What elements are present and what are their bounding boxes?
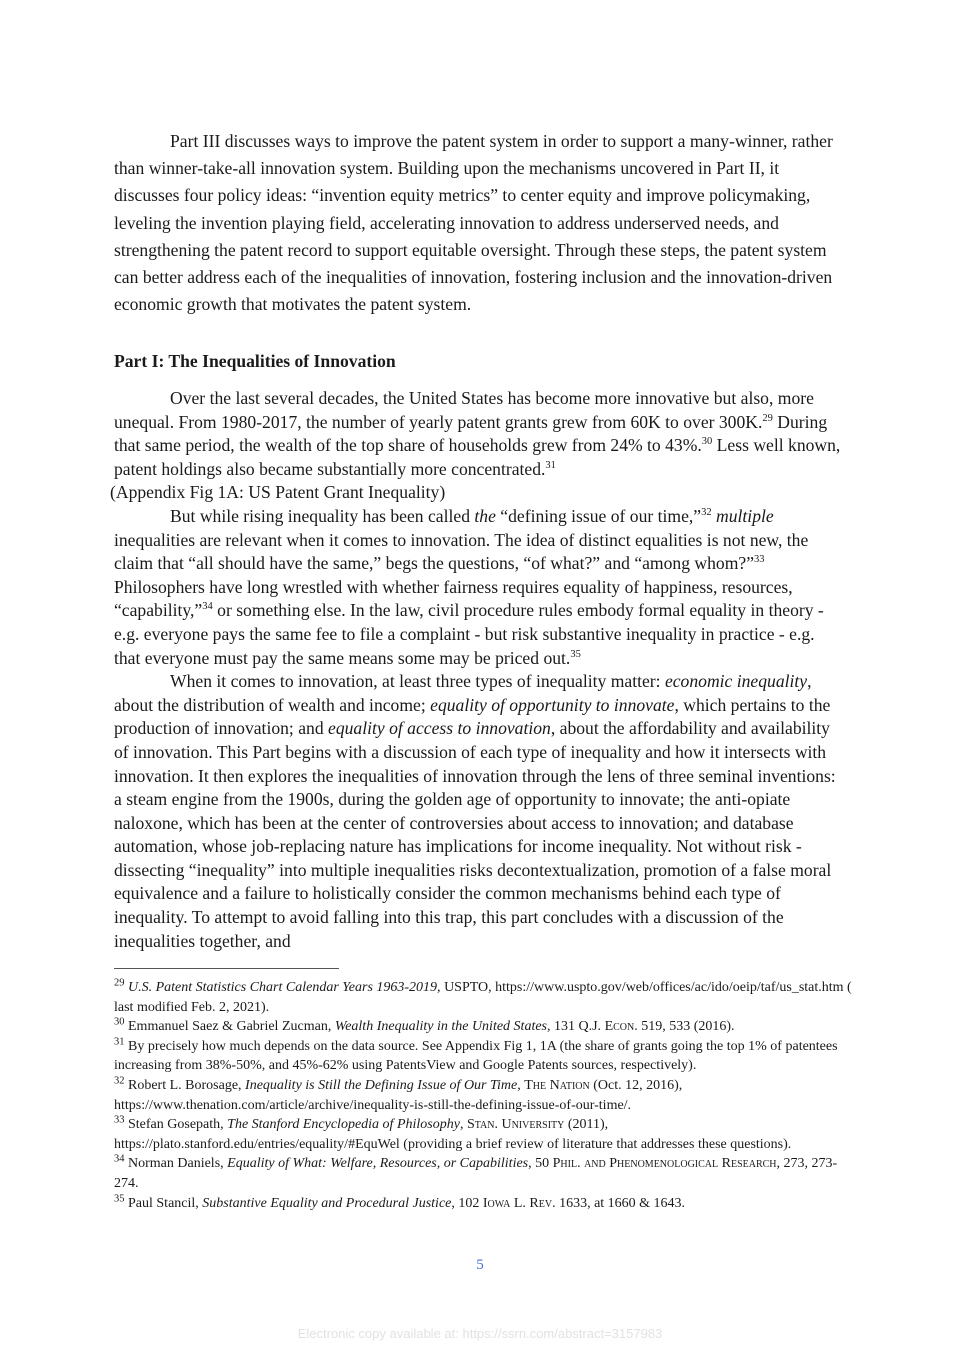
section-body	[110, 387, 844, 953]
footnote-33: $^{33}$ Stefan Gosepath, The Stanford Encyclopedia of Philosophy, Stan. University (2011), https://plato.stanford.edu/entries/equality/#EquWel (providing a brief review of literature that addresses these questions).	[114, 1114, 792, 1152]
footnote-ref[interactable]: 29	[762, 412, 773, 424]
ssrn-footer: Electronic copy available at: https://ssrn.com/abstract=3157983	[297, 1326, 663, 1341]
footnote-ref[interactable]: 30	[701, 436, 713, 448]
footnote-29: $^{29}$ U.S. Patent Statistics Chart Calendar Years 1963-2019, USPTO, https://www.uspto.gov/web/offices/ac/ido/oeip/taf/us_stat.htm ( last modified Feb. 2, 2021).	[114, 977, 852, 1015]
paragraph: Part III discusses ways to improve the patent system in order to support a many-winner, rather than winner-take-all innovation system. Building upon the mechanisms uncovered in Part II, it discusses four policy ideas: “invention equity metrics” to center equity and improve policymaking, leveling the invention playing field, accelerating innovation to address underserved needs, and strengthening the patent record to support equitable oversight. Through these steps, the patent system can better address each of the inequalities of innovation, fostering inclusion and the innovation-driven economic growth that motivates the patent system.	[114, 131, 833, 315]
footnote-ref[interactable]: 33	[754, 554, 765, 566]
footnote-ref[interactable]: 32	[701, 507, 712, 519]
footnote-34: $^{34}$ Norman Daniels, Equality of What: Welfare, Resources, or Capabilities, 50 Phil. and Phenomenological Research, 273, 273-274.	[114, 1153, 838, 1191]
paragraph-1: Over the last several decades, the United States has become more innovative but also, more unequal. From 1980-2017, the number of yearly patent grants grew from 60K to over 300K.$^{29}$ During that same period, the wealth of the top share of households grew from 24% to 43%.$^{30}$ Less well known, patent holdings also became substantially more concentrated.$^{31}$ (Appendix Fig 1A: US Patent Grant Inequality)	[110, 388, 841, 503]
footnote-ref[interactable]: 31	[545, 459, 556, 471]
footnote-32: $^{32}$ Robert L. Borosage, Inequality is Still the Defining Issue of Our Time, The Nation (Oct. 12, 2016), https://www.thenation.com/article/archive/inequality-is-still-the-defining-issue-of-our-time/.	[114, 1075, 683, 1113]
paragraph-2: But while rising inequality has been called the “defining issue of our time,”$^{32}$ multiple inequalities are relevant when it comes to innovation. The idea of distinct equalities is not new, the claim that “all should have the same,” begs the questions, “of what?” and “among whom?”$^{33}$ Philosophers have long wrestled with whether fairness requires equality of happiness, resources, “capability,”$^{34}$ or something else. In the law, civil procedure rules embody formal equality in theory - e.g. everyone pays the same fee to file a complaint - but risk substantive inequality in practice - e.g. that everyone must pay the same means some may be priced out.$^{35}$	[114, 505, 824, 668]
footnote-30: $^{30}$ Emmanuel Saez & Gabriel Zucman, Wealth Inequality in the United States, 131 Q.J. Econ. 519, 533 (2016).	[114, 1016, 735, 1035]
intro-paragraph	[114, 128, 844, 318]
footnote-31: $^{31}$ By precisely how much depends on the data source. See Appendix Fig 1, 1A (the share of grants going the top 1% of patentees increasing from 38%-50%, and 45%-62% using PatentsView and Google Patents sources, respectively).	[114, 1036, 838, 1074]
footnotes	[114, 978, 854, 1213]
footnote-ref[interactable]: 34	[202, 601, 213, 613]
footnote-35: $^{35}$ Paul Stancil, Substantive Equality and Procedural Justice, 102 Iowa L. Rev. 1633, at 1660 & 1643.	[114, 1192, 686, 1211]
paragraph-3: When it comes to innovation, at least three types of inequality matter: economic inequality, about the distribution of wealth and income; equality of opportunity to innovate, which pertains to the production of innovation; and equality of access to innovation, about the affordability and availability of innovation. This Part begins with a discussion of each type of inequality and how it intersects with innovation. It then explores the inequalities of innovation through the lens of three seminal inventions: a steam engine from the 1900s, during the golden age of opportunity to innovate; the anti-opiate naloxone, which has been at the center of controversies about access to innovation; and database automation, whose job-replacing nature has implications for income inequality. Not without risk - dissecting “inequality” into multiple inequalities risks decontextualization, promotion of a false moral equivalence and a failure to holistically consider the common mechanisms behind each type of inequality. To attempt to avoid falling into this trap, this part concludes with a discussion of the inequalities together, and	[114, 671, 836, 951]
footnote-ref[interactable]: 35	[570, 648, 581, 660]
section-heading: Part I: The Inequalities of Innovation	[114, 351, 396, 371]
page-number: 5	[476, 1257, 484, 1273]
footnote-divider	[114, 968, 339, 969]
